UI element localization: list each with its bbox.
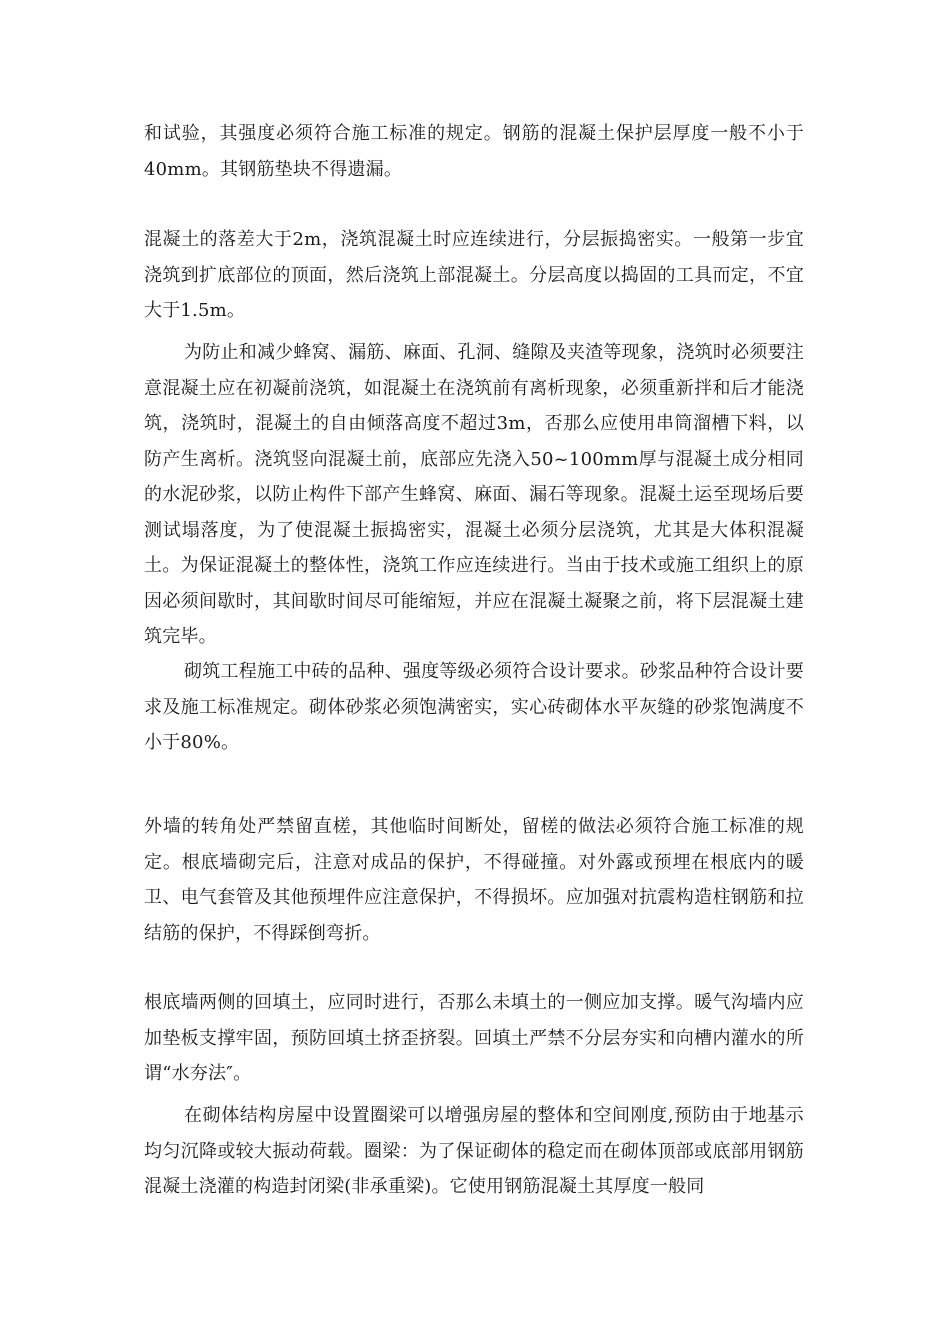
paragraph-pouring-height: 混凝土的落差大于2m，浇筑混凝土时应连续进行，分层振捣密实。一般第一步宜浇筑到扩底部位的顶面，然后浇筑上部混凝土。分层高度以捣固的工具而定，不宜大于1.5m。	[144, 229, 804, 321]
paragraph-wall-corners: 外墙的转角处严禁留直槎，其他临时间断处，留槎的做法必须符合施工标准的规定。根底墙砌完后，注意对成品的保护，不得碰撞。对外露或预埋在根底内的暖卫、电气套管及其他预埋件应注意保护，不得损坏。应加强对抗震构造柱钢筋和拉结筋的保护，不得踩倒弯折。	[144, 816, 804, 944]
paragraph-concrete-cover: 和试验，其强度必须符合施工标准的规定。钢筋的混凝土保护层厚度一般不小于40mm。其钢筋垫块不得遗漏。	[144, 123, 804, 180]
paragraph-backfill: 根底墙两侧的回填土，应同时进行，否那么未填土的一侧应加支撑。暖气沟墙内应加垫板支撑牢固，预防回填土挤歪挤裂。回填土严禁不分层夯实和向槽内灌水的所谓“水夯法″。	[144, 992, 804, 1084]
paragraph-defect-prevention: 为防止和减少蜂窝、漏筋、麻面、孔洞、缝隙及夹渣等现象，浇筑时必须要注意混凝土应在初凝前浇筑，如混凝土在浇筑前有离析现象，必须重新拌和后才能浇筑，浇筑时，混凝土的自由倾落高度不超过3m，否那么应使用串筒溜槽下料，以防产生离析。浇筑竖向混凝土前，底部应先浇入50~100mm厚与混凝土成分相同的水泥砂浆，以防止构件下部产生蜂窝、麻面、漏石等现象。混凝土运至现场后要测试塌落度，为了使混凝土振捣密实，混凝土必须分层浇筑，尤其是大体积混凝土。为保证混凝土的整体性，浇筑工作应连续进行。当由于技术或施工组织上的原因必须间歇时，其间歇时间尽可能缩短，并应在混凝土凝聚之前，将下层混凝土建筑完毕。	[144, 342, 804, 647]
paragraph-ring-beam: 在砌体结构房屋中设置圈梁可以增强房屋的整体和空间刚度,预防由于地基示均匀沉降或较大振动荷载。圈梁：为了保证砌体的稳定而在砌体顶部或底部用钢筋混凝土浇灌的构造封闭梁(非承重梁)。它使用钢筋混凝土其厚度一般同	[144, 1105, 804, 1197]
paragraph-masonry-requirements: 砌筑工程施工中砖的品种、强度等级必须符合设计要求。砂浆品种符合设计要求及施工标准规定。砌体砂浆必须饱满密实，实心砖砌体水平灰缝的砂浆饱满度不小于80%。	[144, 661, 804, 753]
